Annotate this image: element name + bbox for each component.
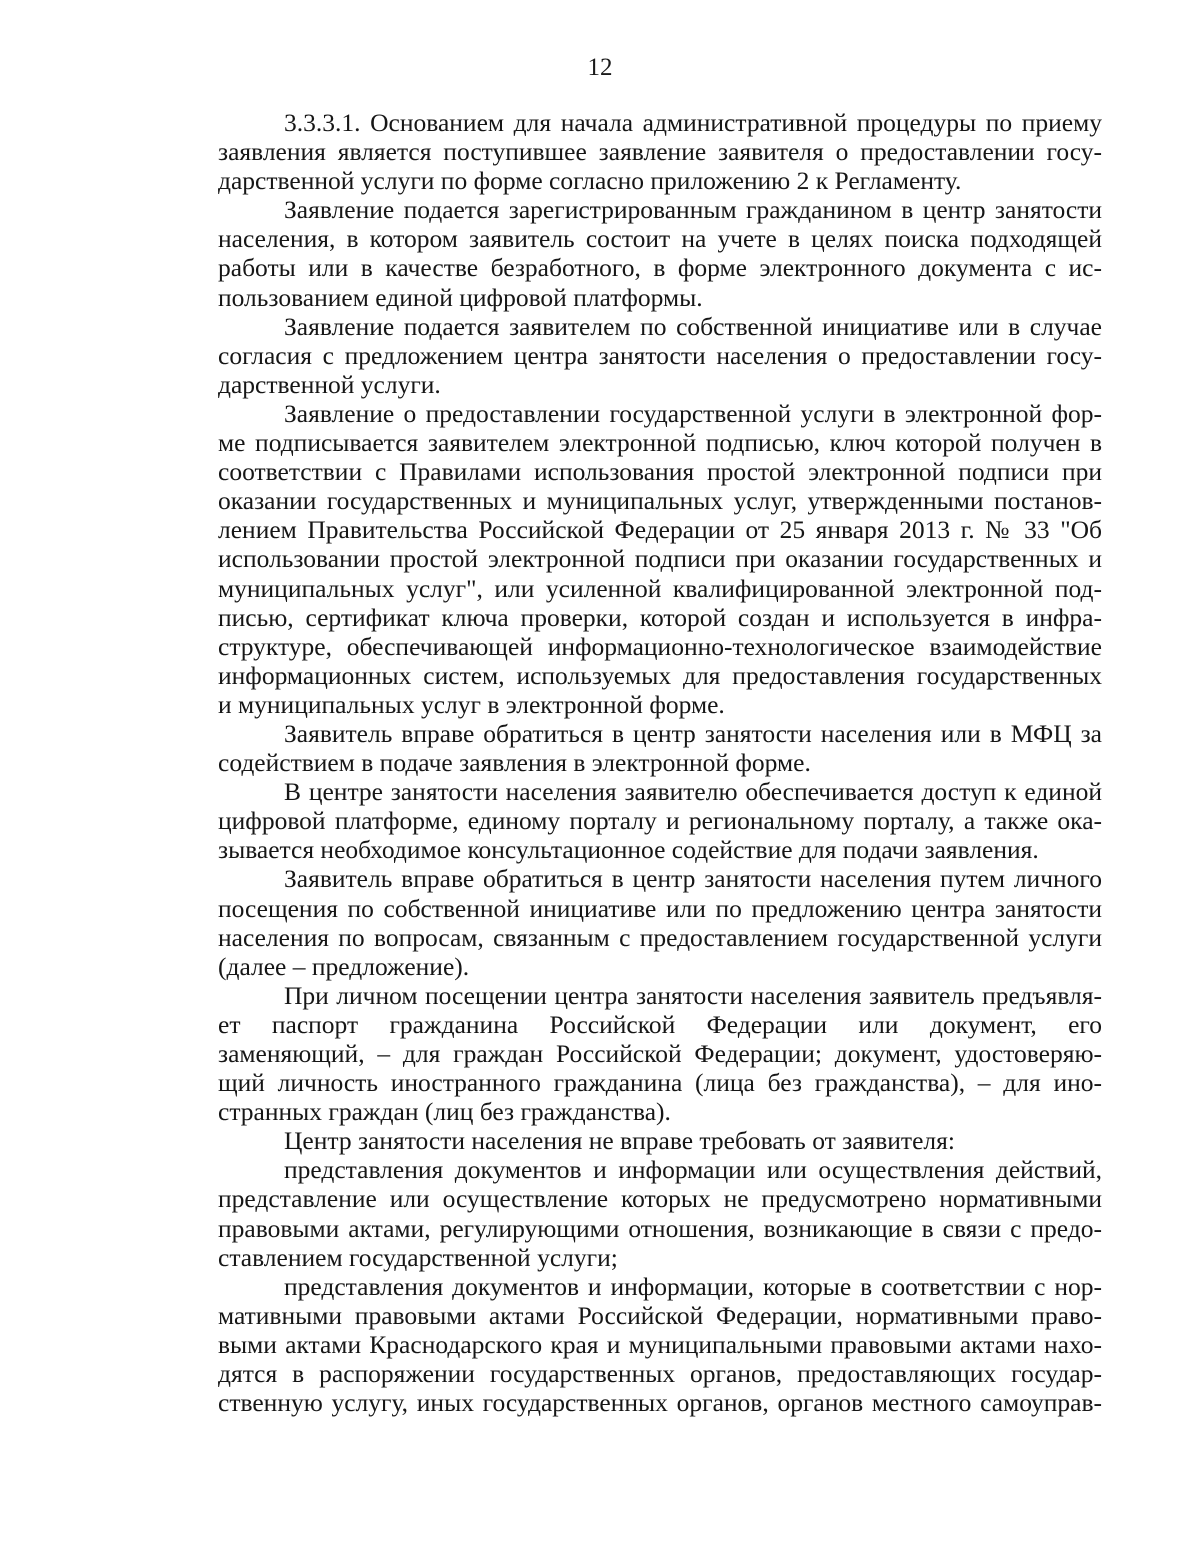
text-line: писью, сертификат ключа проверки, которой создан и используется в инфра- (218, 602, 1102, 632)
text-line: мативными правовыми актами Российской Федерации, нормативными право- (218, 1300, 1102, 1330)
text-line: использовании простой электронной подписи при оказании государственных и (218, 544, 1102, 574)
text-line: заявления является поступившее заявление заявителя о предоставлении госу- (218, 137, 1102, 167)
text-line: выми актами Краснодарского края и муниципальными правовыми актами нахо- (218, 1329, 1102, 1359)
text-line: правовыми актами, регулирующими отношения, возникающие в связи с предо- (218, 1213, 1102, 1243)
text-line: посещения по собственной инициативе или по предложению центра занятости (218, 893, 1102, 923)
page-number: 12 (587, 54, 613, 81)
text-line: лением Правительства Российской Федерации от 25 января 2013 г. № 33 "Об (218, 515, 1102, 545)
text-line: странных граждан (лиц без гражданства). (218, 1097, 671, 1127)
text-line: Заявление подается заявителем по собственной инициативе или в случае (284, 311, 1102, 341)
paragraph (218, 399, 1102, 719)
text-line: Центр занятости населения не вправе требовать от заявителя: (284, 1126, 955, 1156)
text-line: согласия с предложением центра занятости населения о предоставлении госу- (218, 340, 1102, 370)
paragraph (218, 777, 1102, 864)
text-line: представления документов и информации или осуществления действий, (284, 1155, 1102, 1185)
text-line: При личном посещении центра занятости населения заявитель предъявля- (284, 980, 1102, 1010)
text-line: представление или осуществление которых не предусмотрено нормативными (218, 1184, 1102, 1214)
text-line: дарственной услуги. (218, 369, 441, 399)
text-line: оказании государственных и муниципальных услуг, утвержденными постанов- (218, 486, 1102, 516)
text-line: (далее – предложение). (218, 951, 470, 981)
text-line: ственную услугу, иных государственных органов, органов местного самоуправ- (218, 1388, 1102, 1418)
text-line: содействием в подаче заявления в электронной форме. (218, 748, 811, 778)
paragraph (218, 1272, 1102, 1417)
text-line: ставлением государственной услуги; (218, 1242, 618, 1272)
text-line: и муниципальных услуг в электронной форме. (218, 689, 725, 719)
paragraph (218, 864, 1102, 980)
document-body (218, 108, 1102, 1417)
text-line: заменяющий, – для граждан Российской Федерации; документ, удостоверяю- (218, 1039, 1102, 1068)
text-line: Заявление подается зарегистрированным гражданином в центр занятости (284, 195, 1102, 225)
paragraph (218, 1126, 1102, 1155)
text-line: цифровой платформе, единому порталу и региональному порталу, а также ока- (218, 806, 1102, 836)
text-line: Заявитель вправе обратиться в центр занятости населения путем личного (284, 864, 1102, 894)
text-line: структуре, обеспечивающей информационно-технологическое взаимодействие (218, 631, 1102, 661)
text-line: информационных систем, используемых для предоставления государственных (218, 660, 1102, 690)
paragraph (218, 195, 1102, 311)
text-line: населения, в котором заявитель состоит на учете в целях поиска подходящей (218, 224, 1102, 254)
text-line: соответствии с Правилами использования простой электронной подписи при (218, 457, 1102, 487)
text-line: дарственной услуги по форме согласно приложению 2 к Регламенту. (218, 166, 962, 196)
text-line: пользованием единой цифровой платформы. (218, 282, 703, 312)
text-line: муниципальных услуг", или усиленной квалифицированной электронной под- (218, 573, 1102, 603)
text-line: Заявитель вправе обратиться в центр занятости населения или в МФЦ за (284, 718, 1102, 748)
paragraph (218, 312, 1102, 399)
text-line: щий личность иностранного гражданина (лица без гражданства), – для ино- (218, 1068, 1102, 1098)
text-line: ет паспорт гражданина Российской Федерации или документ, его (218, 1009, 1102, 1039)
text-line: В центре занятости населения заявителю обеспечивается доступ к единой (284, 777, 1102, 807)
text-line: работы или в качестве безработного, в форме электронного документа с ис- (218, 253, 1102, 283)
paragraph (218, 1155, 1102, 1271)
text-line: Заявление о предоставлении государственной услуги в электронной фор- (284, 398, 1102, 428)
paragraph (218, 719, 1102, 777)
text-line: 3.3.3.1. Основанием для начала административной процедуры по приему (284, 108, 1102, 137)
text-line: зывается необходимое консультационное содействие для подачи заявления. (218, 835, 1039, 865)
text-line: населения по вопросам, связанным с предоставлением государственной услуги (218, 922, 1102, 952)
text-line: представления документов и информации, которые в соответствии с нор- (284, 1271, 1102, 1301)
paragraph (218, 108, 1102, 195)
paragraph (218, 981, 1102, 1126)
text-line: дятся в распоряжении государственных органов, предоставляющих государ- (218, 1359, 1102, 1389)
text-line: ме подписывается заявителем электронной подписью, ключ которой получен в (218, 428, 1102, 458)
